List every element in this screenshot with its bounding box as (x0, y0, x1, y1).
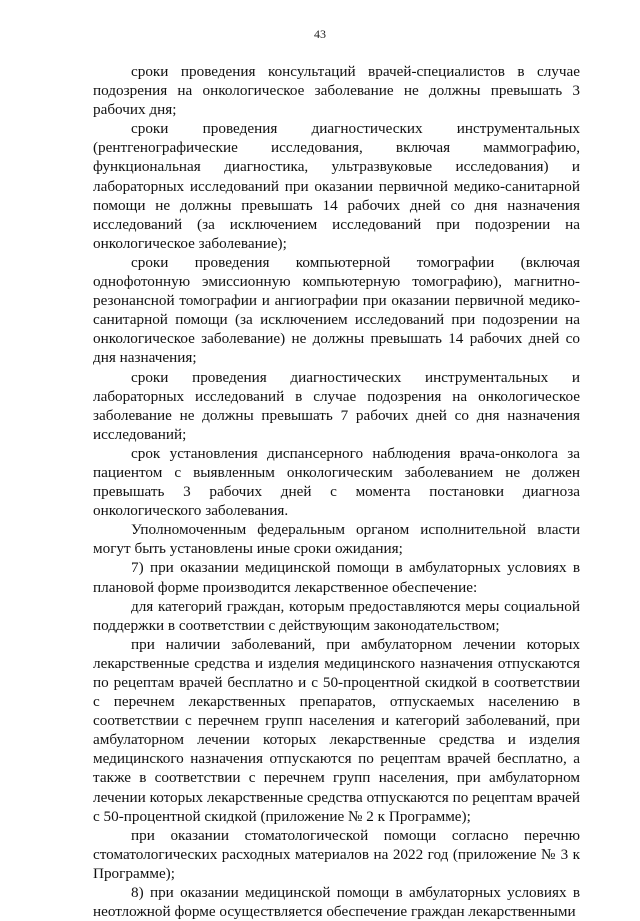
paragraph-instrumental-diagnostics-terms: сроки проведения диагностических инструментальных (рентгенографические исследования, включая маммографию, функциональная диагностика, ультразвуковые исследования) и лабораторных исследований при оказании первичной медико-санитарной помощи не должны превышать 14 рабочих дней со дня назначения исследований (за исключением исследований при подозрении на онкологическое заболевание); (93, 120, 580, 252)
paragraph-item-8: 8) при оказании медицинской помощи в амбулаторных условиях в неотложной форме осуществляется обеспечение граждан лекарственными (93, 884, 580, 921)
paragraph-item-7: 7) при оказании медицинской помощи в амбулаторных условиях в плановой форме производится лекарственное обеспечение: (93, 559, 580, 596)
paragraph-disease-based-provision: при наличии заболеваний, при амбулаторном лечении которых лекарственные средства и изделия медицинского назначения отпускаются по рецептам врачей бесплатно и с 50-процентной скидкой в соответствии с перечнем лекарственных препаратов, отпускаемых населению в соответствии с перечнем групп населения и категорий заболеваний, при амбулаторном лечении которых лекарственные средства и изделия медицинского назначения отпускаются по рецептам врачей бесплатно, а также в соответствии с перечнем групп населения, при амбулаторном лечении которых лекарственные средства отпускаются по рецептам врачей с 50-процентной скидкой (приложение № 2 к Программе); (93, 635, 580, 825)
paragraph-federal-authority: Уполномоченным федеральным органом исполнительной власти могут быть установлены иные сроки ожидания; (93, 521, 580, 558)
paragraph-tomography-terms: сроки проведения компьютерной томографии (включая однофотонную эмиссионную компьютерную томографию), магнитно-резонансной томографии и ангиографии при оказании первичной медико-санитарной помощи (за исключением исследований при подозрении на онкологическое заболевание) не должны превышать 14 рабочих дней со дня назначения; (93, 253, 580, 367)
paragraph-dental-materials: при оказании стоматологической помощи согласно перечню стоматологических расходных материалов на 2022 год (приложение № 3 к Программе); (93, 826, 580, 882)
page-number: 43 (314, 27, 326, 41)
paragraph-dispensary-observation-term: срок установления диспансерного наблюдения врача-онколога за пациентом с выявленным онкологическим заболеванием не должен превышать 3 рабочих дней с момента постановки диагноза онкологического заболевания. (93, 444, 580, 520)
paragraph-oncology-diagnostics-terms: сроки проведения диагностических инструментальных и лабораторных исследований в случае подозрения на онкологическое заболевание не должны превышать 7 рабочих дней со дня назначения исследований; (93, 368, 580, 443)
paragraph-consultation-terms: сроки проведения консультаций врачей-специалистов в случае подозрения на онкологическое заболевание не должны превышать 3 рабочих дня; (93, 63, 580, 119)
paragraph-social-support: для категорий граждан, которым предоставляются меры социальной поддержки в соответствии с действующим законодательством; (93, 597, 580, 634)
document-body (93, 62, 580, 921)
